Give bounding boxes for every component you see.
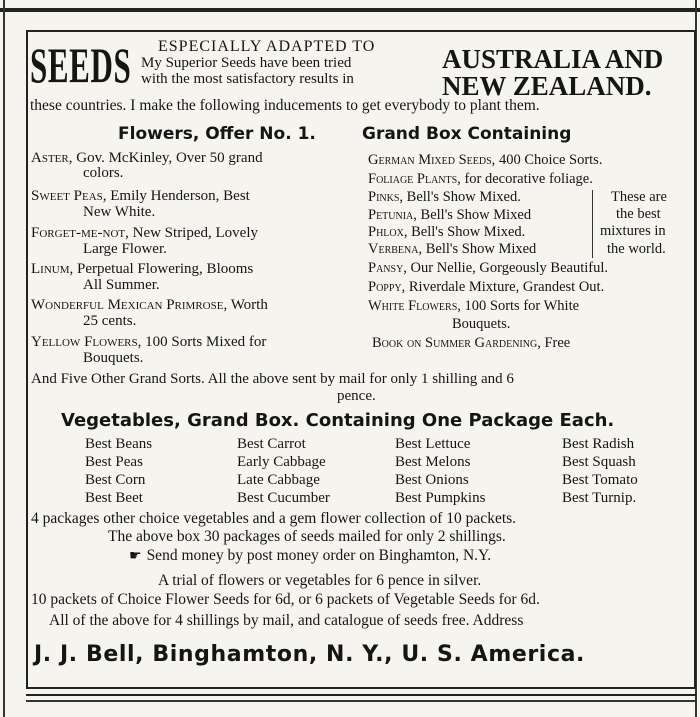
- grand-box-desc: Riverdale Mixture, Grandest Out.: [405, 279, 605, 295]
- left-page-edge: [3, 0, 5, 717]
- money-order-text: Send money by post money order on Binghamton, N.Y.: [146, 547, 492, 564]
- vegetable-item: Late Cabbage: [237, 472, 320, 488]
- vegetable-item: Best Beans: [85, 436, 153, 452]
- grand-box-item: [368, 225, 525, 240]
- trial-line: A trial of flowers or vegetables for 6 pence in silver.: [158, 572, 482, 589]
- grand-box-item: [368, 208, 531, 223]
- flower-item-cont: All Summer.: [83, 277, 160, 293]
- grand-box-name: Petunia,: [368, 207, 417, 223]
- bracket-divider: [592, 190, 593, 258]
- grand-box-desc: Bell's Show Mixed.: [407, 224, 526, 240]
- flower-desc: Perpetual Flowering, Blooms: [73, 261, 254, 277]
- country-australia: AUSTRALIA AND: [442, 44, 664, 74]
- pointing-hand-icon: ☛: [129, 549, 142, 564]
- flower-item: [31, 226, 258, 241]
- flower-item-cont: 25 cents.: [83, 313, 137, 329]
- packages-line: 4 packages other choice vegetables and a gem flower collection of 10 packets.: [31, 510, 517, 527]
- inducement-line: these countries. I make the following inducements to get everybody to plant them.: [30, 97, 540, 114]
- flower-name: Sweet Peas,: [31, 188, 107, 204]
- vegetable-item: Best Lettuce: [395, 436, 471, 452]
- flowers-offer-title: Flowers, Offer No. 1.: [118, 124, 316, 144]
- grand-box-item: [368, 190, 521, 205]
- grand-box-desc: for decorative foliage.: [460, 171, 593, 187]
- bottom-rule: [26, 694, 696, 696]
- headline: [30, 37, 690, 101]
- flower-desc: Worth: [227, 297, 268, 313]
- grand-sorts-line: pence.: [337, 388, 376, 404]
- flower-desc: Gov. McKinley, Over 50 grand: [72, 150, 263, 166]
- grand-box-item: [368, 261, 608, 276]
- vegetable-item: Best Melons: [395, 454, 471, 470]
- grand-box-desc: Bell's Show Mixed: [416, 207, 532, 223]
- vegetable-item: Best Carrot: [237, 436, 306, 452]
- trial-line: All of the above for 4 shillings by mail, and catalogue of seeds free. Address: [49, 612, 524, 629]
- grand-box-item: [372, 336, 570, 351]
- grand-box-name: Verbena,: [368, 241, 423, 257]
- seeds-title: SEEDS: [30, 37, 132, 93]
- grand-box-name: White Flowers,: [368, 298, 461, 314]
- grand-box-title: Grand Box Containing: [362, 124, 572, 144]
- grand-box-desc: Bell's Show Mixed: [422, 241, 537, 257]
- flower-item-cont: New White.: [83, 204, 156, 220]
- vegetable-item: Best Peas: [85, 454, 143, 470]
- grand-box-item: [368, 172, 593, 187]
- grand-box-name: Poppy,: [368, 279, 406, 295]
- flower-item: [31, 262, 253, 277]
- grand-box-name: Book on Summer Gardening,: [372, 335, 541, 351]
- grand-box-name: Pinks,: [368, 189, 404, 205]
- flower-name: Aster,: [31, 150, 73, 166]
- flower-item-cont: Bouquets.: [83, 350, 144, 366]
- address-line: J. J. Bell, Binghamton, N. Y., U. S. America.: [34, 642, 585, 667]
- flower-name: Yellow Flowers,: [31, 334, 142, 350]
- best-note-line: the world.: [607, 241, 666, 257]
- grand-box-name: Pansy,: [368, 260, 407, 276]
- flower-item-cont: Large Flower.: [83, 241, 167, 257]
- vegetable-item: Best Turnip.: [562, 490, 637, 506]
- grand-box-name: Foliage Plants,: [368, 171, 461, 187]
- packages-line: The above box 30 packages of seeds mailed for only 2 shillings.: [108, 528, 506, 545]
- bottom-rule-thin: [26, 700, 696, 702]
- vegetable-item: Best Tomato: [562, 472, 638, 488]
- vegetable-item: Best Onions: [395, 472, 469, 488]
- vegetable-item: Best Pumpkins: [395, 490, 486, 506]
- flower-item-cont: colors.: [83, 165, 124, 181]
- headline-line-1: My Superior Seeds have been tried: [141, 55, 352, 71]
- flower-item: [31, 189, 250, 204]
- best-note-line: the best: [616, 206, 661, 222]
- flower-name: Wonderful Mexican Primrose,: [31, 297, 228, 313]
- vegetable-item: Best Corn: [85, 472, 146, 488]
- vegetable-item: Early Cabbage: [237, 454, 326, 470]
- money-order-line: [129, 548, 491, 564]
- trial-line: 10 packets of Choice Flower Seeds for 6d, or 6 packets of Vegetable Seeds for 6d.: [31, 591, 540, 608]
- flower-name: Linum,: [31, 261, 74, 277]
- grand-box-desc: Our Nellie, Gorgeously Beautiful.: [406, 260, 609, 276]
- grand-box-name: German Mixed Seeds,: [368, 152, 496, 168]
- especially-adapted: ESPECIALLY ADAPTED TO: [158, 38, 376, 55]
- vegetable-item: Best Cucumber: [237, 490, 330, 506]
- grand-box-desc: 100 Sorts for White: [460, 298, 580, 314]
- vegetables-title: Vegetables, Grand Box. Containing One Package Each.: [61, 410, 615, 431]
- grand-box-desc: 400 Choice Sorts.: [495, 152, 603, 168]
- best-note-line: mixtures in: [600, 223, 666, 239]
- flower-item: [31, 298, 268, 313]
- country-new-zealand: NEW ZEALAND.: [442, 71, 652, 101]
- grand-box-item: [368, 299, 579, 314]
- grand-box-item: [368, 280, 604, 295]
- grand-box-name: Phlox,: [368, 224, 408, 240]
- grand-box-item: [368, 153, 602, 168]
- grand-box-item-cont: Bouquets.: [452, 316, 511, 332]
- vegetable-item: Best Radish: [562, 436, 635, 452]
- flower-item: [31, 151, 263, 166]
- flower-desc: New Striped, Lovely: [128, 225, 258, 241]
- flower-name: Forget-me-not,: [31, 225, 129, 241]
- flower-item: [31, 335, 266, 350]
- best-note-line: These are: [611, 189, 667, 205]
- grand-sorts-line: And Five Other Grand Sorts. All the above sent by mail for only 1 shilling and 6: [31, 371, 514, 387]
- vegetable-item: Best Squash: [562, 454, 636, 470]
- top-rule: [0, 8, 700, 12]
- flower-desc: 100 Sorts Mixed for: [141, 334, 267, 350]
- flower-desc: Emily Henderson, Best: [106, 188, 250, 204]
- headline-line-2: with the most satisfactory results in: [141, 71, 354, 87]
- grand-box-desc: Bell's Show Mixed.: [403, 189, 521, 205]
- grand-box-item: [368, 242, 536, 257]
- vegetable-item: Best Beet: [85, 490, 143, 506]
- grand-box-desc: Free: [540, 335, 571, 351]
